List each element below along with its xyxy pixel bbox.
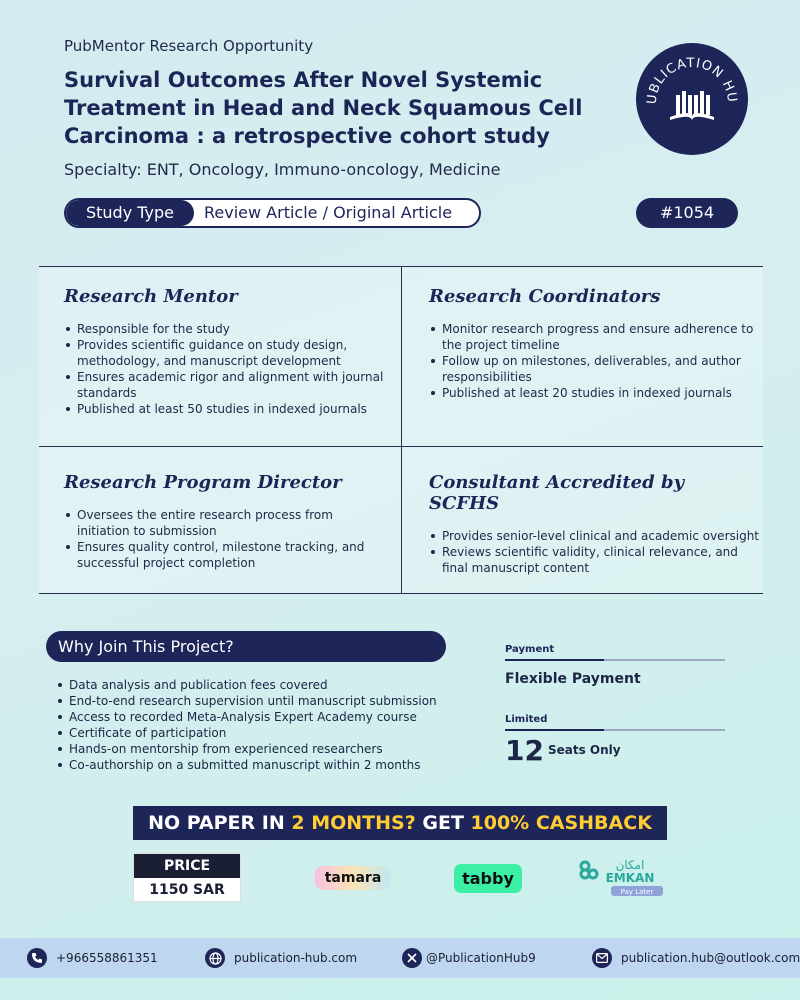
- list-item: Access to recorded Meta-Analysis Expert Academy course: [56, 709, 437, 725]
- logo-text: UBLICATION HU: [644, 55, 740, 105]
- phone-icon: [27, 948, 47, 968]
- cashback-part: GET: [415, 812, 471, 834]
- study-type-label: Study Type: [66, 200, 194, 226]
- cashback-highlight: 100% CASHBACK: [470, 812, 652, 834]
- roles-grid: [39, 266, 763, 594]
- role-item: Ensures quality control, milestone tracking, and successful project completion: [64, 539, 374, 571]
- study-type-bar: [64, 198, 481, 228]
- role-item: Published at least 20 studies in indexed journals: [429, 385, 759, 401]
- role-title: Research Program Director: [64, 472, 342, 493]
- price-value: 1150 SAR: [149, 882, 225, 898]
- role-item: Provides scientific guidance on study design, methodology, and manuscript development: [64, 337, 404, 369]
- role-consultant-scfhs: [429, 472, 759, 576]
- role-title: Research Mentor: [64, 286, 238, 307]
- emkan-icon: [581, 862, 597, 878]
- list-item: Data analysis and publication fees covered: [56, 677, 437, 693]
- emkan-logo: [576, 857, 666, 897]
- payment-divider: [505, 659, 725, 661]
- list-item: End-to-end research supervision until manuscript submission: [56, 693, 437, 709]
- seats-number: 12: [505, 734, 544, 767]
- why-join-heading: Why Join This Project?: [46, 631, 446, 662]
- role-title: Research Coordinators: [429, 286, 661, 307]
- role-research-coordinators: [429, 286, 759, 401]
- benefits-list: [56, 677, 437, 773]
- specialty-text: Specialty: ENT, Oncology, Immuno-oncology, Medicine: [64, 160, 501, 179]
- payment-label: Payment: [505, 644, 555, 655]
- footer: [0, 938, 800, 978]
- limited-label: Limited: [505, 714, 548, 725]
- page-title: Survival Outcomes After Novel Systemic Treatment in Head and Neck Squamous Cell Carcinoma : a retrospective cohort study: [64, 68, 583, 148]
- price-box: [133, 853, 241, 902]
- footer-x[interactable]: [402, 947, 536, 969]
- email-icon: [592, 948, 612, 968]
- role-item: Provides senior-level clinical and academic oversight: [429, 528, 759, 544]
- globe-icon: [205, 948, 225, 968]
- role-research-mentor: [64, 286, 404, 417]
- emkan-arabic: امكان: [615, 858, 645, 872]
- role-item: Monitor research progress and ensure adherence to the project timeline: [429, 321, 759, 353]
- id-tag: #1054: [636, 198, 738, 228]
- seats-text: Seats Only: [548, 743, 621, 757]
- x-icon: [402, 948, 422, 968]
- role-item: Published at least 50 studies in indexed journals: [64, 401, 404, 417]
- x-handle-text: @PublicationHub9: [426, 951, 536, 965]
- role-item: Ensures academic rigor and alignment with journal standards: [64, 369, 404, 401]
- limited-divider: [505, 729, 725, 731]
- cashback-highlight: 2 MONTHS?: [291, 812, 416, 834]
- list-item: Hands-on mentorship from experienced researchers: [56, 741, 437, 757]
- tabby-logo: tabby: [454, 864, 522, 893]
- list-item: Co-authorship on a submitted manuscript within 2 months: [56, 757, 437, 773]
- study-type-value: Review Article / Original Article: [204, 203, 453, 222]
- website-text: publication-hub.com: [234, 951, 358, 965]
- role-item: Responsible for the study: [64, 321, 404, 337]
- role-item: Follow up on milestones, deliverables, and author responsibilities: [429, 353, 759, 385]
- publication-hub-logo: [636, 43, 748, 155]
- book-icon: [670, 91, 714, 121]
- footer-phone[interactable]: [27, 947, 158, 969]
- list-item: Certificate of participation: [56, 725, 437, 741]
- footer-email[interactable]: [592, 947, 800, 969]
- role-title: Consultant Accredited by SCFHS: [429, 472, 685, 514]
- cashback-part: NO PAPER IN: [148, 812, 292, 834]
- svg-text:PUBLICATION HUB: [636, 43, 739, 105]
- emkan-sub: Pay Later: [620, 888, 654, 896]
- role-item: Reviews scientific validity, clinical relevance, and final manuscript content: [429, 544, 759, 576]
- payment-value: Flexible Payment: [505, 671, 641, 687]
- phone-text: +966558861351: [56, 951, 158, 965]
- role-item: Oversees the entire research process from initiation to submission: [64, 507, 374, 539]
- tamara-logo: tamara: [315, 866, 391, 890]
- email-text: publication.hub@outlook.com: [621, 951, 800, 965]
- price-label: PRICE: [134, 854, 240, 878]
- cashback-banner: [133, 806, 667, 840]
- footer-website[interactable]: [205, 947, 357, 969]
- role-program-director: [64, 472, 374, 571]
- emkan-text: EMKAN: [605, 871, 655, 885]
- kicker-text: PubMentor Research Opportunity: [64, 37, 314, 55]
